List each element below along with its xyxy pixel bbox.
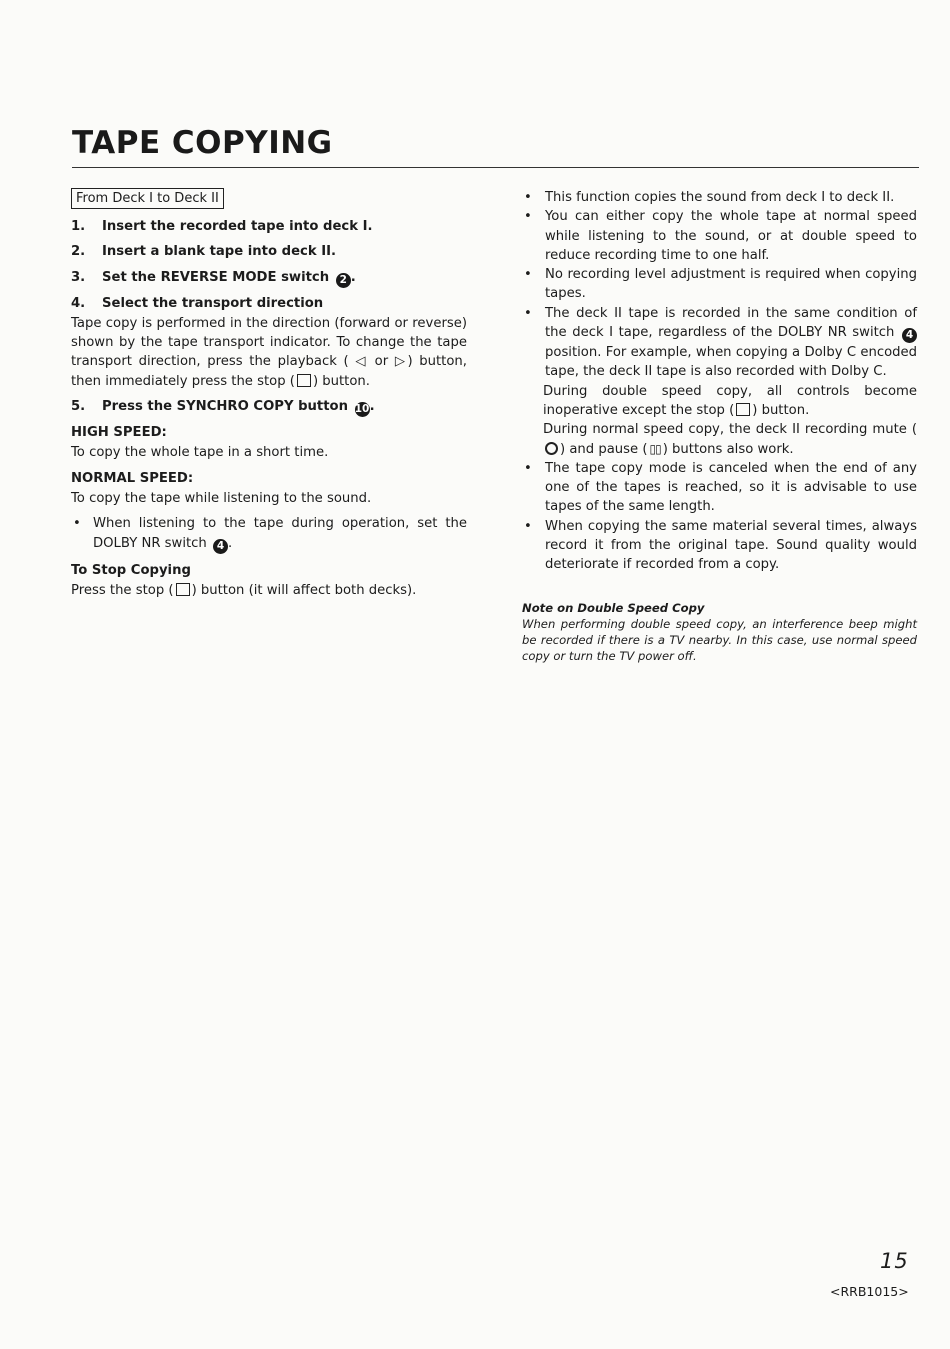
bullet-icon: •: [524, 518, 532, 534]
list-item: • The tape copy mode is canceled when the end of any one of the tapes is reached, so it is advisable to use tapes of the same length.: [522, 459, 917, 517]
step-text: Select the transport direction: [102, 295, 324, 311]
direction-paragraph: Tape copy is performed in the direction (forward or reverse) shown by the tape transport indicator. To change the tape transport direction, press the playback ( ◁ or ▷) button, then immediately press the stop ( ) button.: [71, 315, 467, 389]
dolby-bullet-text: When listening to the tape during operation, set the DOLBY NR switch: [93, 516, 467, 551]
step-text: Set the REVERSE MODE switch: [102, 269, 330, 285]
step-suffix: .: [350, 269, 356, 285]
bullet-icon: •: [73, 516, 81, 532]
note-title: Note on Double Speed Copy: [522, 601, 705, 615]
document-code: <RRB1015>: [830, 1284, 909, 1299]
control-number-badge: 4: [213, 539, 228, 554]
pause-icon: ▯▯: [649, 441, 661, 456]
bullet-icon: •: [524, 460, 532, 476]
playback-reverse-icon: ◁: [355, 354, 368, 370]
step-suffix: .: [369, 399, 375, 415]
high-speed-heading: HIGH SPEED:: [71, 425, 167, 441]
record-mute-icon: [545, 442, 558, 455]
step-number: 5.: [71, 399, 86, 415]
bullet-icon: •: [524, 305, 532, 321]
left-column: [71, 188, 467, 606]
section-label: From Deck I to Deck II: [71, 188, 224, 209]
stop-icon: [297, 374, 311, 387]
title-divider: [72, 167, 919, 168]
control-number-badge: 10: [354, 403, 370, 416]
list-item: • When copying the same material several times, always record it from the original tape. Sound quality would deteriorate if recorded from a copy.: [522, 517, 917, 575]
control-number-badge: 4: [902, 328, 917, 343]
playback-forward-icon: ▷: [394, 354, 408, 370]
step-text: Insert a blank tape into deck II.: [102, 244, 337, 260]
list-item: • When listening to the tape during operation, set the DOLBY NR switch 4 .: [73, 516, 467, 552]
note-block: [522, 600, 917, 664]
page-title: TAPE COPYING: [72, 125, 333, 161]
high-speed-text: To copy the whole tape in a short time.: [71, 445, 329, 461]
stop-copying-heading: To Stop Copying: [71, 562, 191, 578]
list-item: • No recording level adjustment is required when copying tapes.: [522, 265, 917, 304]
step-text: Insert the recorded tape into deck I.: [102, 219, 373, 234]
step-4: [71, 294, 467, 313]
bullet-icon: •: [524, 267, 532, 283]
step-3: [71, 268, 467, 288]
step-text: Press the SYNCHRO COPY button: [102, 399, 348, 415]
normal-speed-note: During normal speed copy, the deck II recording mute () and pause ( ▯▯ ) buttons also work.: [522, 420, 917, 459]
stop-copying-text: Press the stop ( ) button (it will affect both decks).: [71, 582, 417, 598]
step-number: 3.: [71, 269, 86, 285]
bullet-icon: •: [524, 190, 532, 205]
stop-icon: [736, 403, 750, 416]
stop-icon: [176, 583, 190, 596]
step-number: 4.: [71, 295, 86, 311]
step-5: [71, 397, 467, 417]
step-number: 2.: [71, 244, 86, 260]
bullet-icon: •: [524, 209, 532, 225]
note-text: When performing double speed copy, an interference beep might be recorded if there is a TV nearby. In this case, use normal speed copy or turn the TV power off.: [522, 617, 917, 664]
step-1: [71, 217, 467, 236]
list-item: • This function copies the sound from deck I to deck II.: [522, 188, 917, 207]
control-number-badge: 2: [336, 273, 351, 288]
normal-speed-text: To copy the tape while listening to the sound.: [71, 490, 372, 506]
step-2: [71, 242, 467, 261]
step-number: 1.: [71, 219, 86, 234]
normal-speed-heading: NORMAL SPEED:: [71, 470, 194, 486]
double-speed-note: During double speed copy, all controls become inoperative except the stop ( ) button.: [543, 383, 917, 418]
list-item: • The deck II tape is recorded in the same condition of the deck I tape, regardless of the DOLBY NR switch 4 position. For example, when copying a Dolby C encoded tape, the deck II tape is also recorded with Dolby C.: [522, 304, 917, 382]
right-column: [522, 188, 917, 575]
list-item: • You can either copy the whole tape at normal speed while listening to the sound, or at double speed to reduce recording time to one half.: [522, 207, 917, 265]
page-number: 15: [880, 1249, 909, 1273]
